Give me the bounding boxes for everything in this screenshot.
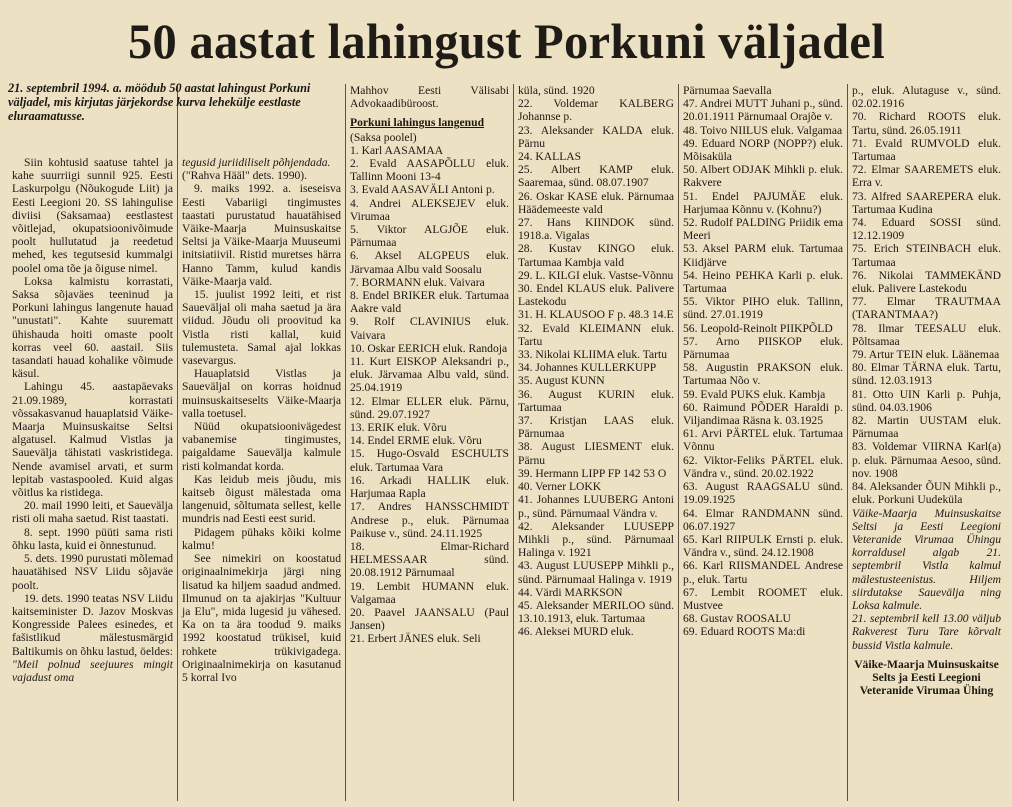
paragraph: Loksa kalmistu korrastati, Saksa sõjaväes teeninud ja Porkuni lahingus langenute hauad "unustati". Kahte suurematt ühishauda hoiti omaste poolt korras veel 60. aastail. Siis tasandati hauad kohalike võimude käsul. [12,274,173,381]
list-entry: 31. H. KLAUSOO F p. 48.3 14.E [518,308,674,322]
list-entry: 7. BORMANN eluk. Vaivara [350,275,485,289]
list-entry: 24. KALLAS [518,150,582,164]
list-entry: 21. Erbert JÄNES eluk. Seli [350,632,481,646]
list-entry: 55. Viktor PIHO eluk. Tallinn, sünd. 27.01.1919 [683,295,843,322]
list-entry: 28. Kustav KINGO eluk. Tartumaa Kambja vald [518,242,674,269]
paragraph: Nüüd okupatsioonivägedest vabanemise tingimustes, paigaldame Sauevälja kalmule risti kolmandat korda. [182,420,341,473]
signature: Väike-Maarja Muinsuskaitse Selts ja Eesti Leegioni Veteranide Virumaa Ühing [854,657,999,698]
column-1 [8,84,178,801]
list-entry: 83. Voldemar VIIRNA Karl(a) p. eluk. Pärnumaa Aesoo, sünd. nov. 1908 [852,440,1001,480]
list-entry: 38. August LIESMENT eluk. Pärnu [518,440,674,467]
list-entry: 63. August RAAGSALU sünd. 19.09.1925 [683,480,843,507]
list-entry: 5. Viktor ALGJÕE eluk. Pärnumaa [350,223,509,250]
paragraph: 15. juulist 1992 leiti, et rist Saueväljal oli maha saetud ja ära viidud. Jõudu oli proovitud ka Vistla risti kallal, kuid tulemusteta. Samal ajal lokkas vasevargus. [182,288,341,368]
list-entry: 32. Evald KLEIMANN eluk. Tartu [518,321,674,348]
list-entry: 82. Martin UUSTAM eluk. Pärnumaa [852,414,1001,441]
list-entry: 2. Evald AASAPÕLLU eluk. Tallinn Mooni 13-4 [350,157,509,184]
list-entry: 51. Endel PAJUMÄE eluk. Harjumaa Kõnnu v. (Kohnu?) [683,189,843,216]
list-entry: 69. Eduard ROOTS Ma:di [683,625,806,639]
column-4 [514,84,679,801]
list-entry: p., eluk. Alutaguse v., sünd. 02.02.1916 [852,84,1001,111]
list-entry: 14. Endel ERME eluk. Võru [350,434,482,448]
column-5 [679,84,848,801]
list-entry: 42. Aleksander LUUSEPP Mihkli p., sünd. Pärnumaal Halinga v. 1921 [518,519,674,560]
list-entry: 77. Elmar TRAUTMAA (TARANTMAA?) [852,295,1001,322]
list-entry: 37. Kristjan LAAS eluk. Pärnumaa [518,414,674,441]
list-entry: 50. Albert ODJAK Mihkli p. eluk. Rakvere [683,163,843,190]
list-entry: 58. Augustin PRAKSON eluk. Tartumaa Nõo v. [683,361,843,388]
list-entry: 26. Oskar KASE eluk. Pärnumaa Häädemeeste vald [518,189,674,216]
list-entry: 39. Hermann LIPP FP 142 53 O [518,466,667,480]
list-entry: 80. Elmar TÄRNA eluk. Tartu, sünd. 12.03.1913 [852,361,1001,388]
paragraph: See nimekiri on koostatud originaalnimekirja järgi ning lisatud ka hiljem saadud andmed. Ilmunud on ta ajakirjas "Kultuur ja Elu", mida lugesid ju vähesed. Ka on ta ära toodud 9. maiks 1992 koostatud trükisel, kuid rohkete trükivigadega. Originaalnimekirja on kasutanud 5 korral Ivo [182,552,341,684]
list-entry: 75. Erich STEINBACH eluk. Tartumaa [852,242,1001,269]
list-entry: 15. Hugo-Osvald ESCHULTS eluk. Tartumaa Vara [350,447,509,474]
list-entry: 48. Toivo NIILUS eluk. Valgamaa [683,123,843,137]
list-entry: 22. Voldemar KALBERG Johannse p. [518,97,674,124]
list-entry: 84. Aleksander ÕUN Mihkli p., eluk. Porkuni Uudeküla [852,480,1001,507]
fallen-list [350,144,509,646]
list-entry: 27. Hans KIINDOK sünd. 1918.a. Vigalas [518,216,674,243]
list-entry: 52. Rudolf PALDING Priidik ema Meeri [683,216,843,243]
list-entry: 16. Arkadi HALLIK eluk. Harjumaa Rapla [350,473,509,501]
list-entry: 11. Kurt EISKOP Aleksandri p., eluk. Järvamaa Albu vald, sünd. 25.04.1919 [350,355,509,395]
list-entry: 6. Aksel ALGPEUS eluk. Järvamaa Albu vald Soosalu [350,249,509,276]
list-entry: 12. Elmar ELLER eluk. Pärnu, sünd. 29.07.1927 [350,394,509,421]
paragraph [12,592,173,684]
list-entry: 72. Elmar SAAREMETS eluk. Erra v. [852,163,1001,190]
list-entry: 54. Heino PEHKA Karli p. eluk. Tartumaa [683,268,843,296]
list-entry: 49. Eduard NORP (NOPP?) eluk. Mõisaküla [683,136,843,164]
column-6 [848,84,1005,801]
list-entry: 36. August KURIN eluk. Tartumaa [518,387,674,414]
column-3 [346,84,514,801]
list-entry: 41. Johannes LUUBERG Antoni p., sünd. Pärnumaal Vändra v. [518,493,674,520]
fallen-list [518,84,674,639]
list-entry: 13. ERIK eluk. Võru [350,421,447,435]
quote-text: "Meil polnud seejuures mingit vajadust oma [12,657,173,684]
list-entry: 44. Värdi MARKSON [518,585,623,599]
closing-notice: 21. septembril kell 13.00 väljub Rakverest Turu Tare kõrvalt bussid Vistla kalmule. [852,612,1001,652]
list-entry: 19. Lembit HUMANN eluk. Valgamaa [350,579,509,606]
list-entry: 33. Nikolai KLIIMA eluk. Tartu [518,348,668,362]
list-entry: 61. Arvi PÄRTEL eluk. Tartumaa Võnnu [683,427,843,454]
list-entry: 47. Andrei MUTT Juhani p., sünd. 20.01.1911 Pärnumaal Orajõe v. [683,97,843,124]
quote-continuation: tegusid juriidiliselt põhjendada. [182,156,331,169]
list-entry: 53. Aksel PARM eluk. Tartumaa Kiidjärve [683,242,843,269]
list-entry: 43. August LUUSEPP Mihkli p., sünd. Pärnumaal Halinga v. 1919 [518,559,674,586]
list-entry: 30. Endel KLAUS eluk. Palivere Lastekodu [518,282,674,309]
paragraph: Lahingu 45. aastapäevaks 21.09.1989, korrastati võssakasvanud hauaplatsid Väike-Maarja Muinsuskaitse Seltsi algatusel. Kalmud Vistlas ja Sauevälja tähistati vaskristidega. Nende avamisel arvati, et surm lepitab vastaspooled. Kuid algas võitlus ka ristidega. [12,380,173,500]
paragraph: 20. mail 1990 leiti, et Sauevälja risti oli maha saetud. Rist taastati. [12,499,173,526]
list-entry: 40. Verner LOKK [518,480,602,494]
paragraph: Hauaplatsid Vistlas ja Saueväljal on korras hoidnud muinsuskaitseselts Väike-Maarja valla toetusel. [182,367,341,420]
list-entry: 57. Arno PIISKOP eluk. Pärnumaa [683,334,843,362]
list-entry: 9. Rolf CLAVINIUS eluk. Vaivara [350,315,509,342]
list-entry: 10. Oskar EERICH eluk. Randoja [350,341,508,355]
fallen-list [852,84,1001,507]
article-columns [8,81,1005,801]
list-entry: 59. Evald PUKS eluk. Kambja [683,387,826,401]
list-entry: 70. Richard ROOTS eluk. Tartu, sünd. 26.05.1911 [852,110,1001,137]
list-entry: 60. Raimund PÕDER Haraldi p. Viljandimaa Räsna k. 03.1925 [683,400,843,428]
list-entry: Pärnumaa Saevalla [683,84,772,97]
paragraph: Kas leidub meis jõudu, mis kaitseb õigust mälestada oma langenuid, sõltumata sellest, kelle mundris nad Eesti eest surid. [182,472,341,526]
list-subtitle: (Saksa poolel) [350,130,417,144]
list-entry: 25. Albert KAMP eluk. Saaremaa, sünd. 08.07.1907 [518,163,674,190]
list-entry: 78. Ilmar TEESALU eluk. Põltsamaa [852,321,1001,348]
list-entry: 71. Evald RUMVOLD eluk. Tartumaa [852,136,1001,164]
list-entry: 81. Otto UIN Karli p. Puhja, sünd. 04.03.1906 [852,387,1001,414]
list-entry: 45. Aleksander MERILOO sünd. 13.10.1913, eluk. Tartumaa [518,598,674,626]
list-entry: 66. Karl RIISMANDEL Andrese p., eluk. Tartu [683,559,843,586]
list-entry: 79. Artur TEIN eluk. Läänemaa [852,348,1000,362]
list-entry: 4. Andrei ALEKSEJEV eluk. Virumaa [350,196,509,223]
list-entry: 35. August KUNN [518,374,605,388]
paragraph: ("Rahva Hääl" dets. 1990). [182,169,308,183]
list-entry: 76. Nikolai TAMMEKÄND eluk. Palivere Lastekodu [852,268,1001,296]
paragraph: Pidagem pühaks kõiki kolme kalmu! [182,525,341,552]
headline: 50 aastat lahingust Porkuni väljadel [128,13,885,69]
paragraph: Mahhov Eesti Välisabi Advokaadibüroost. [350,84,509,111]
list-entry: 67. Lembit ROOMET eluk. Mustvee [683,585,843,612]
list-entry: 17. Andres HANSSCHMIDT Andrese p., eluk. Pärnumaa Paikuse v., sünd. 24.11.1925 [350,500,509,540]
list-title: Porkuni lahingus langenud [350,116,485,130]
list-entry: 1. Karl AASAMAA [350,143,444,157]
list-entry: 64. Elmar RANDMANN sünd. 06.07.1927 [683,506,843,533]
paragraph: 8. sept. 1990 püüti sama risti õhku lasta, kuid ei õnnestunud. [12,525,173,552]
list-entry: 74. Eduard SOSSI sünd. 12.12.1909 [852,216,1001,243]
paragraph: 5. dets. 1990 purustati mõlemad hauatähised NSV Liidu sõjaväe poolt. [12,552,173,592]
list-entry: 8. Endel BRIKER eluk. Tartumaa Aakre vald [350,289,509,316]
list-entry: 46. Aleksei MURD eluk. [518,625,634,639]
list-entry: 20. Paavel JAANSALU (Paul Jansen) [350,605,509,633]
list-entry: 18. Elmar-Richard HELMESSAAR sünd. 20.08.1912 Pärnumaal [350,539,509,580]
list-entry: 62. Viktor-Feliks PÄRTEL eluk. Vändra v., sünd. 20.02.1922 [683,453,843,480]
list-entry: 65. Karl RIIPULK Ernsti p. eluk. Vändra v., sünd. 24.12.1908 [683,532,843,560]
list-entry: 3. Evald AASAVÄLI Antoni p. [350,183,495,197]
list-entry: 34. Johannes KULLERKUPP [518,361,657,375]
lede: 21. septembril 1994. a. möödub 50 aastat lahingust Porkuni väljadel, mis kirjutas järjekordse kurva lehekülje eestlaste eluraamatusse. [8,81,311,123]
fallen-list [683,84,843,639]
paragraph: 9. maiks 1992. a. iseseisva Eesti Vabariigi tingimustes taastati purustatud hauatähised Väike-Maarja Muinsuskaitse Seltsi ja Väike-Maarja Muuseumi initsiatiivil. Ristid muretses härra Hanno Tamm, kulud kandis Väike-Maarja vald. [182,182,341,288]
list-entry: 68. Gustav ROOSALU [683,612,791,626]
list-entry: 23. Aleksander KALDA eluk. Pärnu [518,123,674,150]
closing-notice: Väike-Maarja Muinsuskaitse Seltsi ja Eesti Leegioni Veteranide Virumaa Ühingu korraldusel algab 21. septembril Vistla kalmul mälestusteenistus. Hiljem siirdutakse Sauevälja ning Loksa kalmule. [852,506,1001,612]
list-entry: 56. Leopold-Reinolt PIIKPÕLD [683,321,833,335]
paragraph: Siin kohtusid saatuse tahtel ja kahe suurriigi sunnil 925. Eesti Laskurpolgu (Nõukogude Liit) ja Eesti Leegioni 20. SS lahingulise diviisi (Saksamaa) eestlastest võitlejad, okupatsioonivõimude poolt hullutatud ja reedetud mehed, kes tegutsesid kummalgi poolel oma tõe ja õiguse nimel. [12,156,173,275]
column-2 [178,84,346,801]
list-entry: küla, sünd. 1920 [518,84,595,97]
paragraph-text: 19. dets. 1990 teatas NSV Liidu kaitseminister D. Jazov Moskvas Kongresside Palees esinedes, et fašistlikud mälestusmärgid Baltikumis on õhku lastud, öeldes: [12,591,173,658]
list-entry: 73. Alfred SAAREPERA eluk. Tartumaa Kudina [852,189,1001,216]
list-entry: 29. L. KILGI eluk. Vastse-Võnnu [518,268,674,282]
